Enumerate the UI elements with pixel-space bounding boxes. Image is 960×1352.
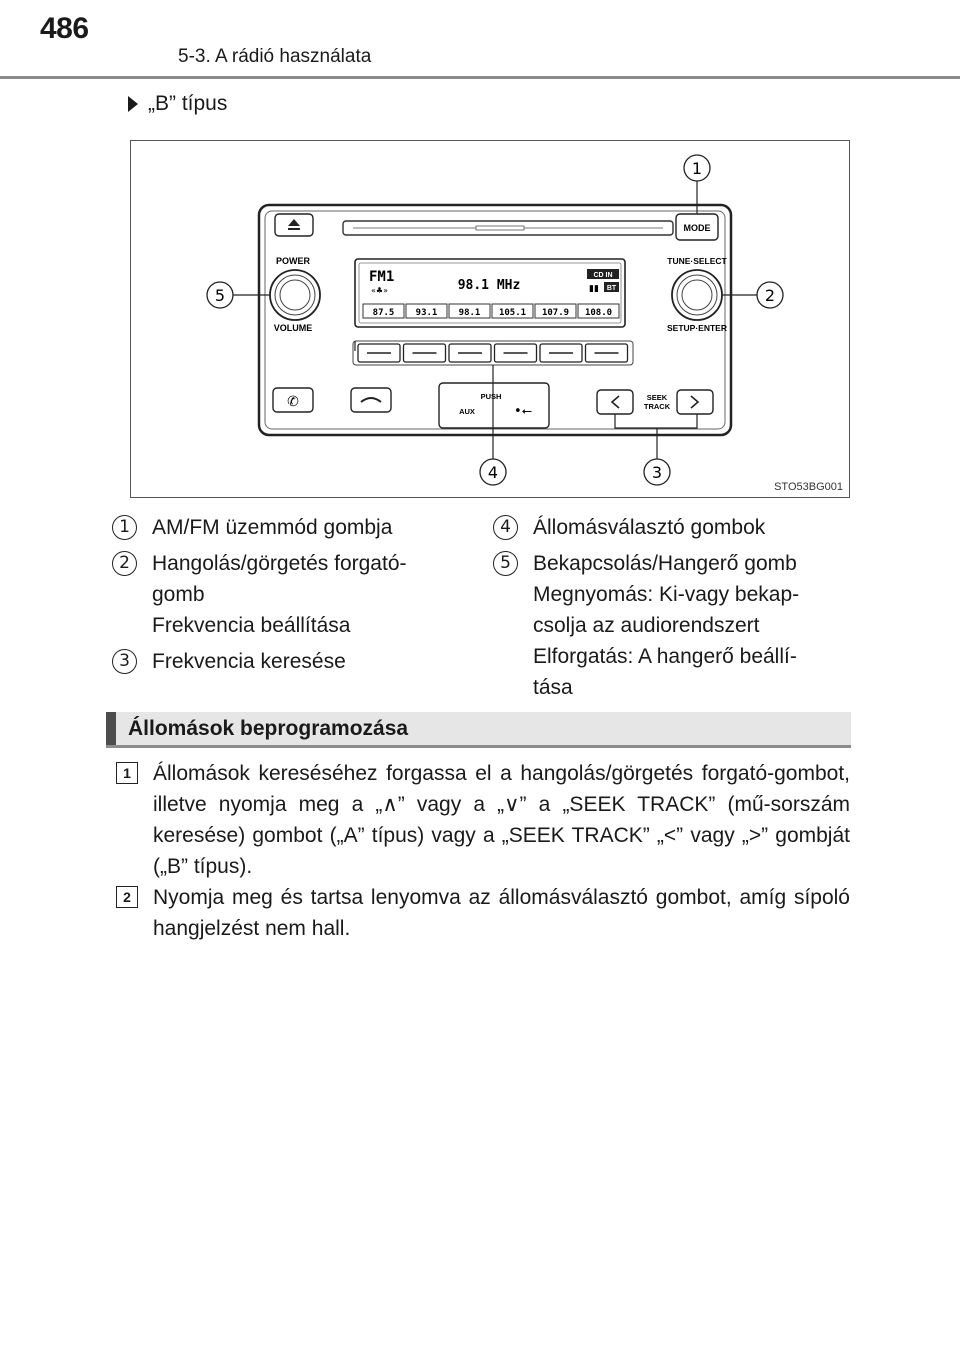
- eject-icon-bar: [288, 228, 300, 230]
- step-text: Állomások kereséséhez forgassa el a hangolás/görgetés forgató-gombot, illetve nyomja meg a „∧” vagy a „∨” a „SEEK TRACK” (mű-sorszám keresése) gombot („A” típus) vagy a „SEEK TRACK” „<” vagy „>” gombját („B” típus).: [153, 762, 850, 878]
- tune-select-label: TUNE·SELECT: [667, 256, 727, 266]
- legend-line: Állomásválasztó gombok: [533, 516, 766, 539]
- preset-frequency: 98.1: [458, 308, 481, 318]
- page-number: 486: [40, 12, 89, 45]
- legend-line: Hangolás/görgetés forgató-: [152, 552, 407, 575]
- legend-text: [533, 512, 833, 543]
- svg-text:3: 3: [651, 463, 663, 482]
- display-band: FM1: [369, 269, 395, 285]
- legend-item-5: [493, 548, 853, 708]
- power-label: POWER: [275, 256, 311, 266]
- svg-text:4: 4: [487, 463, 499, 482]
- triangle-bullet-icon: [128, 96, 138, 112]
- display-frequency: 98.1 MHz: [457, 278, 521, 293]
- callout-4: [480, 459, 506, 485]
- step-2: [116, 882, 850, 946]
- legend-item-3: [112, 646, 472, 678]
- legend-text: [152, 512, 452, 543]
- section-heading-accent: [106, 712, 116, 745]
- type-label: „B” típus: [148, 92, 228, 115]
- antenna-icon: «♣»: [371, 286, 388, 295]
- seek-label: SEEK: [646, 393, 668, 402]
- legend-line: AM/FM üzemmód gombja: [152, 516, 393, 539]
- preset-frequency: 107.9: [541, 308, 570, 318]
- mode-label: MODE: [683, 223, 711, 233]
- legend-item-1: [112, 512, 472, 544]
- radio-panel-figure: [130, 140, 850, 498]
- aux-label: AUX: [459, 407, 475, 416]
- aux-usb-cover: [439, 383, 549, 428]
- callout-1: [684, 155, 710, 181]
- tune-select-knob-inner: [682, 280, 712, 310]
- phone-hangup-button: [351, 388, 391, 412]
- legend-number: 2: [112, 551, 137, 576]
- callout-3: [644, 459, 670, 485]
- callout-5: [207, 282, 233, 308]
- step-number: 2: [116, 886, 138, 908]
- legend-line: Bekapcsolás/Hangerő gomb: [533, 552, 797, 575]
- preset-frequency: 105.1: [498, 308, 527, 318]
- legend-number: 5: [493, 551, 518, 576]
- legend-item-2: [112, 548, 472, 644]
- setup-enter-label: SETUP·ENTER: [667, 323, 727, 333]
- step-text: Nyomja meg és tartsa lenyomva az állomásválasztó gombot, amíg sípoló hangjelzést nem hall.: [153, 886, 850, 940]
- preset-frequency: 93.1: [415, 308, 438, 318]
- preset-frequency: 87.5: [372, 308, 395, 318]
- legend-line: Frekvencia beállítása: [152, 614, 351, 637]
- seek-forward-button: [677, 390, 713, 414]
- header-rule: [0, 76, 960, 79]
- callout-2: [757, 282, 783, 308]
- legend-line: Megnyomás: Ki-vagy bekap-: [533, 583, 800, 606]
- radio-panel-illustration: [131, 141, 851, 499]
- legend-text: [533, 548, 833, 703]
- section-heading: Állomások beprogramozása: [128, 717, 409, 740]
- figure-code: STO53BG001: [774, 481, 843, 493]
- legend-number: 1: [112, 515, 137, 540]
- power-volume-knob-inner: [280, 280, 310, 310]
- legend-number: 4: [493, 515, 518, 540]
- preset-frequency: 108.0: [584, 308, 613, 318]
- legend-line: gomb: [152, 583, 205, 606]
- legend-line: tása: [533, 676, 573, 699]
- legend-text: [152, 548, 452, 641]
- svg-text:5: 5: [214, 286, 226, 305]
- legend-item-4: [493, 512, 853, 544]
- cd-in-text: CD IN: [593, 272, 613, 279]
- push-label: PUSH: [480, 392, 502, 401]
- legend-line: Frekvencia keresése: [152, 650, 346, 673]
- legend-line: Elforgatás: A hangerő beállí-: [533, 645, 797, 668]
- signal-icon: ▮▮: [589, 284, 599, 294]
- legend-line: csolja az audiorendszert: [533, 614, 760, 637]
- svg-text:2: 2: [764, 286, 776, 305]
- svg-text:1: 1: [691, 159, 703, 178]
- bt-text: BT: [606, 285, 617, 292]
- section-heading-bar: [106, 712, 851, 748]
- seek-back-button: [597, 390, 633, 414]
- usb-icon: •⭠: [513, 404, 533, 419]
- track-label: TRACK: [643, 402, 671, 411]
- legend-number: 3: [112, 649, 137, 674]
- step-number: 1: [116, 762, 138, 784]
- step-1: [116, 758, 850, 884]
- type-label-line: [128, 92, 227, 116]
- section-title: 5-3. A rádió használata: [178, 46, 372, 67]
- legend-text: [152, 646, 452, 677]
- cd-slot-center: [476, 226, 524, 230]
- phone-pickup-icon: ✆: [287, 394, 299, 410]
- volume-label: VOLUME: [273, 323, 313, 333]
